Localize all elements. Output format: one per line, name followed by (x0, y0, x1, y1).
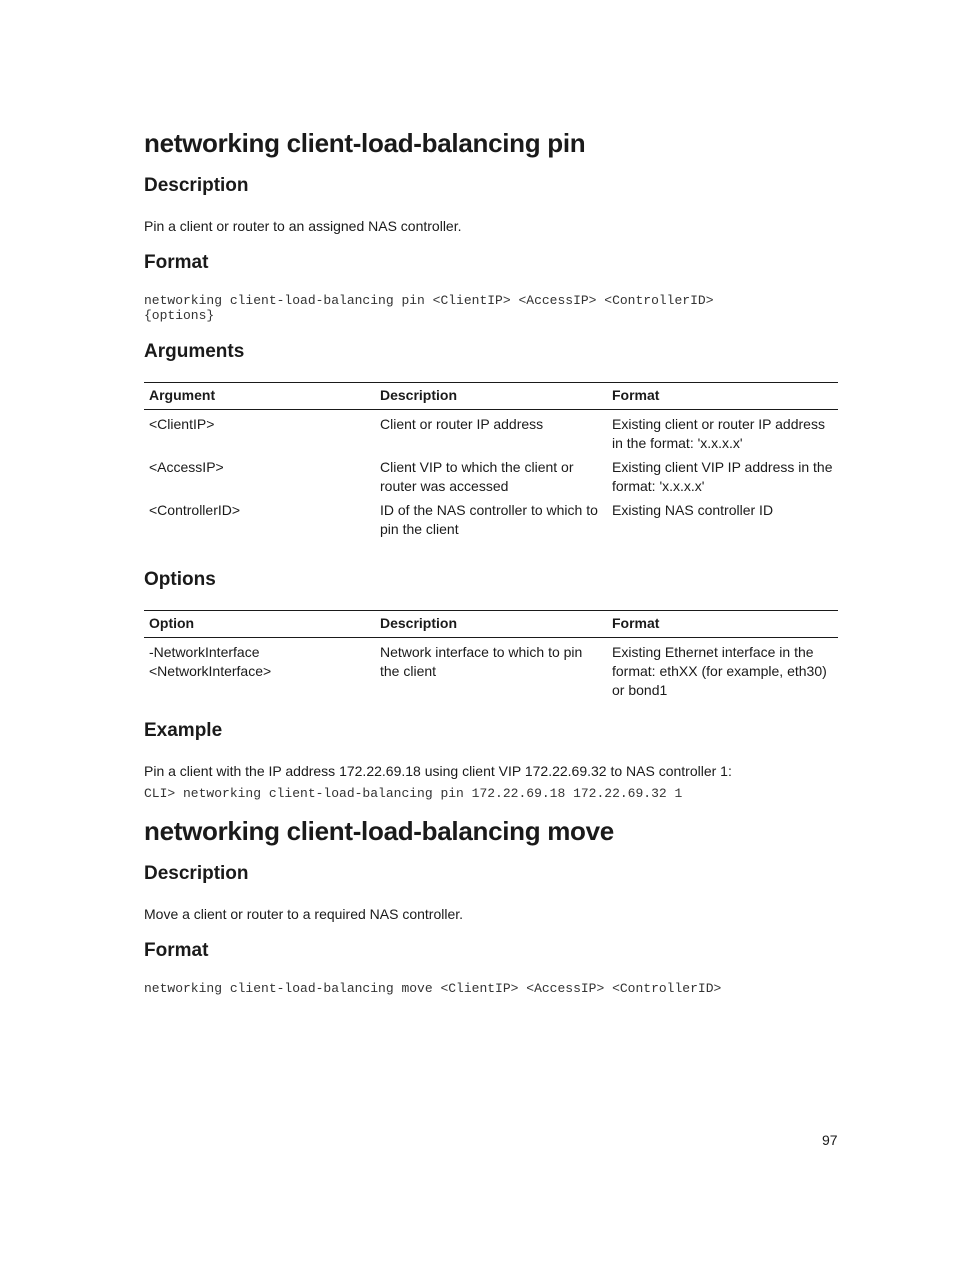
format-heading: Format (144, 940, 209, 961)
example-text: Pin a client with the IP address 172.22.69.18 using client VIP 172.22.69.32 to NAS controller 1: (144, 763, 732, 779)
description-heading: Description (144, 175, 249, 196)
options-heading: Options (144, 569, 216, 590)
section-title-move: networking client-load-balancing move (144, 816, 614, 846)
table-cell: Existing client VIP IP address in the format: 'x.x.x.x' (612, 459, 833, 494)
table-header-format: Format (607, 383, 838, 410)
table-header-description: Description (375, 383, 607, 410)
table-cell: -NetworkInterface <NetworkInterface> (149, 644, 272, 679)
table-cell: Client or router IP address (380, 416, 544, 432)
format-heading: Format (144, 252, 209, 273)
description-text: Pin a client or router to an assigned NAS controller. (144, 218, 462, 234)
description-heading: Description (144, 863, 249, 884)
table-header-description: Description (375, 611, 607, 638)
arguments-heading: Arguments (144, 341, 245, 362)
table-row (144, 638, 838, 701)
table-header-argument: Argument (144, 383, 375, 410)
table-cell: Network interface to which to pin the client (380, 644, 583, 679)
format-code-line-1: networking client-load-balancing pin <ClientIP> <AccessIP> <ControllerID> (144, 293, 714, 308)
table-cell: <ControllerID> (149, 502, 241, 518)
table-row (144, 453, 838, 496)
table-cell: Existing Ethernet interface in the format: ethXX (for example, eth30) or bond1 (612, 644, 827, 698)
table-cell: <AccessIP> (149, 459, 224, 475)
format-code-line-1: networking client-load-balancing move <ClientIP> <AccessIP> <ControllerID> (144, 981, 722, 996)
table-cell: Existing client or router IP address in the format: 'x.x.x.x' (612, 416, 825, 451)
options-table (144, 610, 838, 700)
page-number: 97 (822, 1132, 838, 1148)
section-title-pin: networking client-load-balancing pin (144, 128, 586, 158)
table-cell: Client VIP to which the client or router was accessed (380, 459, 574, 494)
table-header-option: Option (144, 611, 375, 638)
table-row (144, 410, 838, 454)
table-cell: <ClientIP> (149, 416, 215, 432)
format-code-line-2: {options} (144, 308, 215, 323)
arguments-table (144, 382, 838, 539)
example-heading: Example (144, 720, 223, 741)
table-cell: ID of the NAS controller to which to pin the client (380, 502, 598, 537)
table-header-format: Format (607, 611, 838, 638)
description-text: Move a client or router to a required NAS controller. (144, 906, 464, 922)
example-code: CLI> networking client-load-balancing pin 172.22.69.18 172.22.69.32 1 (144, 786, 683, 801)
table-row (144, 496, 838, 539)
table-cell: Existing NAS controller ID (612, 502, 774, 518)
